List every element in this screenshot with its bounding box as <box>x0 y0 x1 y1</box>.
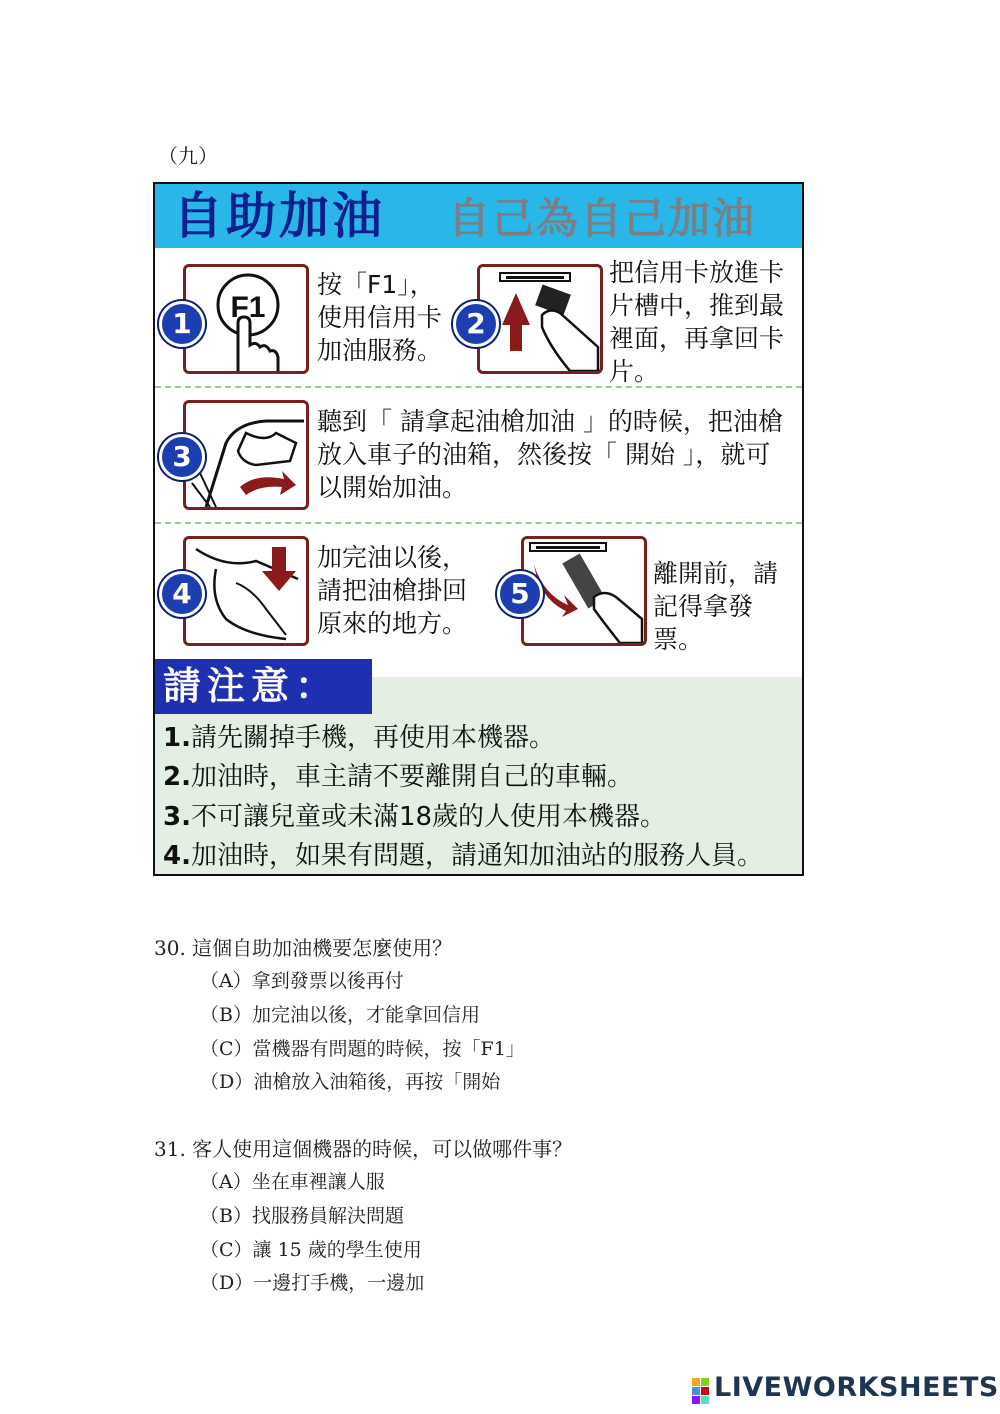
notice-item: 3.不可讓兒童或未滿18歲的人使用本機器。 <box>163 802 667 832</box>
notice-item: 1.請先關掉手機，再使用本機器。 <box>163 723 555 753</box>
step-2-text: 把信用卡放進卡 片槽中，推到最 裡面，再拿回卡 片。 <box>609 258 785 386</box>
logo-square <box>701 1396 709 1404</box>
logo-square <box>701 1387 709 1395</box>
divider <box>155 522 802 524</box>
step-5-text: 離開前，請 記得拿發票。 <box>653 559 779 654</box>
option-31-d[interactable]: （D）一邊打手機，一邊加 <box>200 1272 425 1294</box>
notice-item: 2.加油時，車主請不要離開自己的車輛。 <box>163 762 633 792</box>
option-30-a[interactable]: （A）拿到發票以後再付 <box>200 970 404 992</box>
option-31-b[interactable]: （B）找服務員解決問題 <box>200 1205 404 1227</box>
step-1-text: 按「F1」， 使用信用卡 加油服務。 <box>317 270 443 365</box>
step-4-text: 加完油以後， 請把油槍掛回 原來的地方。 <box>317 543 468 638</box>
self-service-fuel-poster <box>153 182 804 876</box>
f1-key-label: F1 <box>230 291 266 324</box>
question-31: 31. 客人使用這個機器的時候，可以做哪件事？ <box>154 1137 573 1161</box>
section-label: （九） <box>158 144 218 168</box>
option-30-c[interactable]: （C）當機器有問題的時候，按「F1」 <box>200 1038 525 1060</box>
option-31-a[interactable]: （A）坐在車裡讓人服 <box>200 1171 385 1193</box>
logo-square <box>701 1378 709 1386</box>
step-3-text: 聽到「 請拿起油槍加油 」的時候，把油槍 放入車子的油箱，然後按「 開始 」，就可 以開始加油。 <box>317 407 783 502</box>
logo-square <box>692 1378 700 1386</box>
option-30-b[interactable]: （B）加完油以後，才能拿回信用 <box>200 1004 480 1026</box>
question-30: 30. 這個自助加油機要怎麼使用？ <box>154 936 453 960</box>
step-4-number: 4 <box>159 571 205 617</box>
step-5-number: 5 <box>497 571 543 617</box>
step-2-number: 2 <box>453 301 499 347</box>
divider <box>155 386 802 388</box>
logo-text: LIVEWORKSHEETS <box>714 1372 999 1403</box>
option-30-d[interactable]: （D）油槍放入油箱後，再按「開始 <box>200 1071 501 1093</box>
step-3-number: 3 <box>159 434 205 480</box>
logo-square <box>692 1396 700 1404</box>
banner-subtitle: 自己為自己加油 <box>448 194 757 243</box>
option-31-c[interactable]: （C）讓 15 歲的學生使用 <box>200 1239 422 1261</box>
notice-title: 請注意： <box>155 659 372 714</box>
notice-item: 4.加油時，如果有問題，請通知加油站的服務人員。 <box>163 841 763 871</box>
banner-title: 自助加油 <box>173 187 385 245</box>
logo-square <box>692 1387 700 1395</box>
step-1-number: 1 <box>159 301 205 347</box>
